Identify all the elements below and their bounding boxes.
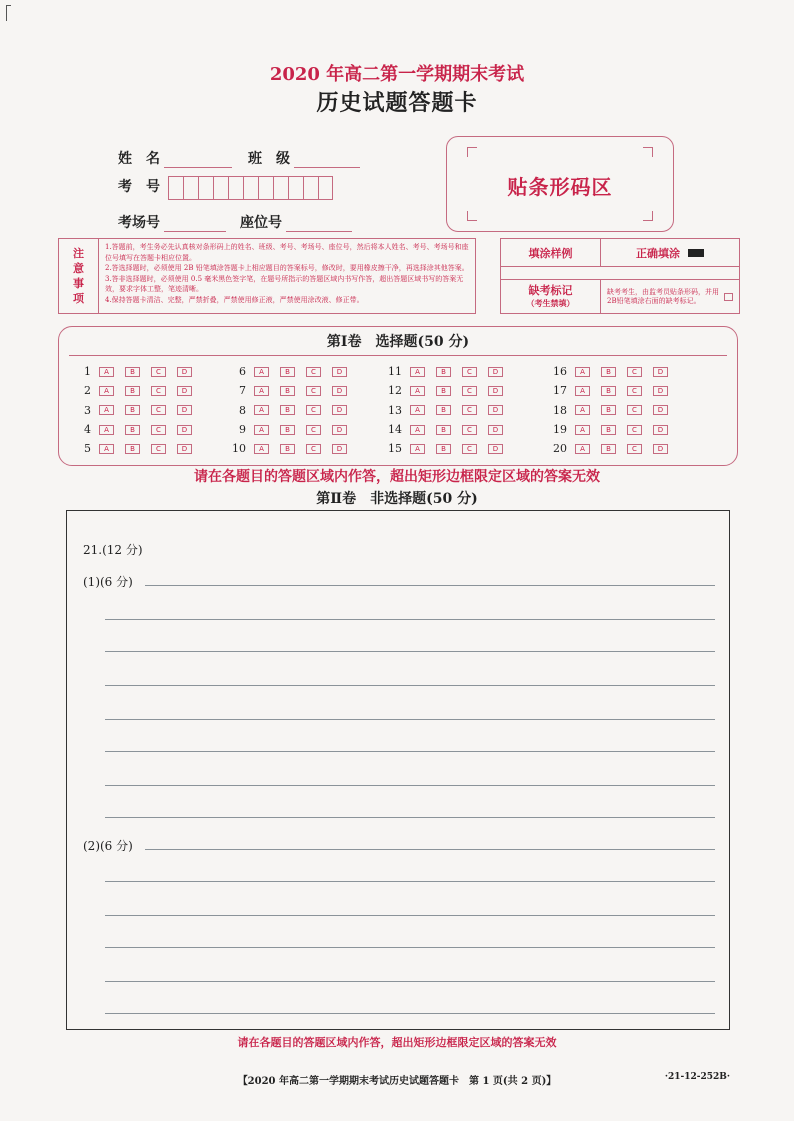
option-bubble-a[interactable]: A bbox=[99, 386, 114, 396]
option-bubble-a[interactable]: A bbox=[99, 367, 114, 377]
option-bubble-c[interactable]: C bbox=[151, 367, 166, 377]
question-number: 16 bbox=[553, 365, 567, 379]
question-number: 10 bbox=[232, 442, 246, 456]
option-bubble-b[interactable]: B bbox=[436, 367, 451, 377]
filled-mark-icon bbox=[688, 249, 704, 257]
answer-line bbox=[105, 719, 715, 720]
page-footer: 【2020 年高二第一学期期末考试历史试题答题卡 第 1 页(共 2 页)】 bbox=[237, 1076, 557, 1087]
question-row bbox=[380, 401, 514, 420]
question-row bbox=[224, 381, 358, 400]
name-row bbox=[118, 148, 360, 168]
section2-title: 第Ⅱ卷 非选择题(50 分) bbox=[316, 491, 478, 507]
option-bubble-b[interactable]: B bbox=[125, 367, 140, 377]
option-bubble-c[interactable]: C bbox=[462, 405, 477, 415]
exam-title: 2020 年高二第一学期期末考试 bbox=[269, 64, 525, 85]
exam-no-box[interactable] bbox=[213, 176, 228, 200]
answer-line bbox=[105, 915, 715, 916]
answer-box[interactable] bbox=[66, 510, 730, 1030]
option-bubble-b[interactable]: B bbox=[436, 425, 451, 435]
option-bubble-d[interactable]: D bbox=[177, 386, 192, 396]
question-number: 2 bbox=[84, 384, 91, 398]
fill-sample-table bbox=[500, 238, 740, 314]
question-row bbox=[224, 439, 358, 458]
option-bubble-d[interactable]: D bbox=[332, 425, 347, 435]
question-number: 8 bbox=[239, 403, 246, 417]
question-number: 20 bbox=[553, 442, 567, 456]
option-bubble-c[interactable]: C bbox=[306, 367, 321, 377]
question-row bbox=[545, 362, 679, 381]
option-bubble-a[interactable]: A bbox=[99, 444, 114, 454]
option-bubble-c[interactable]: C bbox=[151, 386, 166, 396]
option-bubble-d[interactable]: D bbox=[488, 367, 503, 377]
answer-line bbox=[105, 981, 715, 982]
option-bubble-c[interactable]: C bbox=[462, 425, 477, 435]
notes-heading-char: 事 bbox=[73, 277, 84, 290]
option-bubble-a[interactable]: A bbox=[254, 367, 269, 377]
question-column bbox=[545, 362, 679, 458]
option-bubble-c[interactable]: C bbox=[306, 405, 321, 415]
question-column bbox=[224, 362, 358, 458]
option-bubble-b[interactable]: B bbox=[280, 405, 295, 415]
seat-label: 座位号 bbox=[240, 215, 282, 231]
option-bubble-b[interactable]: B bbox=[601, 444, 616, 454]
question-number: 17 bbox=[553, 384, 567, 398]
notes-heading-char: 意 bbox=[73, 262, 84, 275]
exam-no-box[interactable] bbox=[258, 176, 273, 200]
option-bubble-a[interactable]: A bbox=[575, 367, 590, 377]
notes-item: 3.答非选择题时，必须使用 0.5 毫米黑色签字笔，在题号所指示的答题区域内书写作答，超出答题区域书写的答案无效，要求字体工整，笔迹清晰。 bbox=[105, 274, 464, 293]
exam-no-box[interactable] bbox=[288, 176, 303, 200]
exam-no-box[interactable] bbox=[318, 176, 333, 200]
class-label: 班 级 bbox=[248, 151, 290, 167]
option-bubble-d[interactable]: D bbox=[488, 386, 503, 396]
option-bubble-b[interactable]: B bbox=[125, 386, 140, 396]
option-bubble-a[interactable]: A bbox=[254, 386, 269, 396]
barcode-label: 贴条形码区 bbox=[507, 175, 613, 199]
question-row bbox=[224, 362, 358, 381]
barcode-area bbox=[446, 136, 674, 232]
option-bubble-d[interactable]: D bbox=[488, 444, 503, 454]
q21-sub2-label: (2)(6 分) bbox=[83, 839, 133, 853]
answer-line bbox=[105, 651, 715, 652]
option-bubble-a[interactable]: A bbox=[410, 386, 425, 396]
option-bubble-b[interactable]: B bbox=[436, 405, 451, 415]
exam-no-boxes[interactable] bbox=[168, 176, 333, 200]
question-number: 19 bbox=[553, 423, 567, 437]
question-number: 13 bbox=[388, 403, 402, 417]
exam-no-box[interactable] bbox=[303, 176, 318, 200]
option-bubble-a[interactable]: A bbox=[410, 425, 425, 435]
option-bubble-a[interactable]: A bbox=[410, 444, 425, 454]
notes-heading bbox=[59, 239, 99, 313]
option-bubble-a[interactable]: A bbox=[99, 405, 114, 415]
option-bubble-c[interactable]: C bbox=[151, 405, 166, 415]
room-label: 考场号 bbox=[118, 215, 160, 231]
q21-label: 21.(12 分) bbox=[83, 543, 143, 557]
question-number: 6 bbox=[239, 365, 246, 379]
answer-line bbox=[145, 585, 715, 586]
option-bubble-d[interactable]: D bbox=[332, 405, 347, 415]
answer-line bbox=[105, 685, 715, 686]
scan-corner-mark bbox=[6, 5, 11, 21]
question-row bbox=[380, 362, 514, 381]
answer-line bbox=[105, 1013, 715, 1014]
option-bubble-c[interactable]: C bbox=[627, 405, 642, 415]
question-number: 11 bbox=[388, 365, 402, 379]
class-field[interactable] bbox=[294, 152, 360, 168]
option-bubble-c[interactable]: C bbox=[627, 425, 642, 435]
answer-line bbox=[105, 881, 715, 882]
option-bubble-d[interactable]: D bbox=[488, 405, 503, 415]
correct-fill bbox=[601, 239, 739, 266]
answer-line bbox=[105, 619, 715, 620]
option-bubble-d[interactable]: D bbox=[653, 405, 668, 415]
sheet-code: ·21-12-252B· bbox=[664, 1072, 730, 1082]
option-bubble-d[interactable]: D bbox=[332, 386, 347, 396]
option-bubble-a[interactable]: A bbox=[410, 367, 425, 377]
question-number: 15 bbox=[388, 442, 402, 456]
exam-no-box[interactable] bbox=[183, 176, 198, 200]
exam-no-box[interactable] bbox=[243, 176, 258, 200]
room-field[interactable] bbox=[164, 216, 226, 232]
question-row bbox=[545, 420, 679, 439]
correct-fill-label: 正确填涂 bbox=[636, 246, 680, 260]
exam-no-label: 考 号 bbox=[118, 179, 160, 195]
question-row bbox=[69, 420, 203, 439]
option-bubble-d[interactable]: D bbox=[653, 386, 668, 396]
exam-no-row bbox=[118, 176, 333, 200]
notes-heading-char: 注 bbox=[73, 247, 84, 260]
choice-grid bbox=[69, 355, 727, 459]
option-bubble-a[interactable]: A bbox=[254, 405, 269, 415]
exam-no-box[interactable] bbox=[168, 176, 183, 200]
question-number: 7 bbox=[239, 384, 246, 398]
absent-note-text: 缺考考生，由监考员贴条形码，并用2B铅笔填涂右面的缺考标记。 bbox=[607, 287, 719, 305]
question-row bbox=[380, 381, 514, 400]
warning-bottom: 请在各题目的答题区域内作答，超出矩形边框限定区域的答案无效 bbox=[237, 1036, 557, 1049]
question-row bbox=[224, 401, 358, 420]
option-bubble-b[interactable]: B bbox=[280, 386, 295, 396]
option-bubble-d[interactable]: D bbox=[332, 444, 347, 454]
answer-line bbox=[105, 947, 715, 948]
name-field[interactable] bbox=[164, 152, 232, 168]
option-bubble-a[interactable]: A bbox=[99, 425, 114, 435]
option-bubble-c[interactable]: C bbox=[151, 444, 166, 454]
question-row bbox=[545, 381, 679, 400]
option-bubble-c[interactable]: C bbox=[306, 444, 321, 454]
question-number: 5 bbox=[84, 442, 91, 456]
option-bubble-d[interactable]: D bbox=[177, 425, 192, 435]
option-bubble-c[interactable]: C bbox=[627, 367, 642, 377]
exam-no-box[interactable] bbox=[228, 176, 243, 200]
room-row bbox=[118, 212, 352, 232]
name-label: 姓 名 bbox=[118, 151, 160, 167]
option-bubble-d[interactable]: D bbox=[177, 444, 192, 454]
option-bubble-b[interactable]: B bbox=[280, 444, 295, 454]
option-bubble-d[interactable]: D bbox=[332, 367, 347, 377]
absent-mark-box[interactable] bbox=[724, 293, 733, 301]
option-bubble-d[interactable]: D bbox=[653, 367, 668, 377]
answer-line bbox=[145, 849, 715, 850]
question-row bbox=[380, 439, 514, 458]
notes-heading-char: 项 bbox=[73, 292, 84, 305]
option-bubble-c[interactable]: C bbox=[306, 386, 321, 396]
option-bubble-b[interactable]: B bbox=[436, 386, 451, 396]
option-bubble-a[interactable]: A bbox=[254, 425, 269, 435]
option-bubble-c[interactable]: C bbox=[306, 425, 321, 435]
section1-box bbox=[58, 326, 738, 466]
option-bubble-d[interactable]: D bbox=[488, 425, 503, 435]
question-number: 18 bbox=[553, 403, 567, 417]
option-bubble-b[interactable]: B bbox=[280, 367, 295, 377]
answer-line bbox=[105, 817, 715, 818]
sheet-title: 历史试题答题卡 bbox=[316, 90, 478, 116]
question-number: 9 bbox=[239, 423, 246, 437]
option-bubble-c[interactable]: C bbox=[462, 386, 477, 396]
option-bubble-c[interactable]: C bbox=[627, 444, 642, 454]
option-bubble-b[interactable]: B bbox=[125, 425, 140, 435]
notes-box bbox=[58, 238, 476, 314]
option-bubble-a[interactable]: A bbox=[575, 386, 590, 396]
option-bubble-a[interactable]: A bbox=[575, 444, 590, 454]
question-column bbox=[380, 362, 514, 458]
question-number: 3 bbox=[84, 403, 91, 417]
exam-no-box[interactable] bbox=[273, 176, 288, 200]
exam-no-box[interactable] bbox=[198, 176, 213, 200]
answer-line bbox=[105, 751, 715, 752]
seat-field[interactable] bbox=[286, 216, 352, 232]
q21-sub1-label: (1)(6 分) bbox=[83, 575, 133, 589]
option-bubble-b[interactable]: B bbox=[601, 405, 616, 415]
option-bubble-d[interactable]: D bbox=[653, 425, 668, 435]
question-row bbox=[69, 381, 203, 400]
option-bubble-d[interactable]: D bbox=[653, 444, 668, 454]
notes-item: 1.答题前，考生务必先认真核对条形码上的姓名、班级、考号、考场号、座位号，然后将本人姓名、考号、考场号和座位号填写在答题卡相应位置。 bbox=[105, 243, 469, 262]
question-number: 4 bbox=[84, 423, 91, 437]
absent-note bbox=[601, 280, 739, 313]
question-row bbox=[224, 420, 358, 439]
question-number: 12 bbox=[388, 384, 402, 398]
option-bubble-b[interactable]: B bbox=[601, 367, 616, 377]
option-bubble-c[interactable]: C bbox=[462, 367, 477, 377]
option-bubble-b[interactable]: B bbox=[125, 444, 140, 454]
notes-item: 4.保持答题卡清洁、完整，严禁折叠，严禁使用修正液，严禁使用涂改液、修正带。 bbox=[105, 295, 364, 304]
answer-line bbox=[105, 785, 715, 786]
warning-top: 请在各题目的答题区域内作答，超出矩形边框限定区域的答案无效 bbox=[194, 469, 600, 485]
option-bubble-c[interactable]: C bbox=[462, 444, 477, 454]
option-bubble-d[interactable]: D bbox=[177, 367, 192, 377]
option-bubble-b[interactable]: B bbox=[601, 425, 616, 435]
option-bubble-c[interactable]: C bbox=[151, 425, 166, 435]
question-row bbox=[380, 420, 514, 439]
question-row bbox=[69, 362, 203, 381]
absent-label: 缺考标记 bbox=[528, 283, 573, 297]
question-column bbox=[69, 362, 203, 458]
option-bubble-a[interactable]: A bbox=[254, 444, 269, 454]
notes-item: 2.答选择题时，必须使用 2B 铅笔填涂答题卡上相应题目的答案标号，修改时，要用橡皮擦干净，再选择涂其他答案。 bbox=[105, 264, 469, 272]
question-row bbox=[69, 401, 203, 420]
absent-cell bbox=[501, 280, 601, 313]
absent-sub-label: （考生禁填） bbox=[526, 297, 575, 308]
option-bubble-c[interactable]: C bbox=[627, 386, 642, 396]
question-number: 14 bbox=[388, 423, 402, 437]
option-bubble-a[interactable]: A bbox=[575, 405, 590, 415]
question-row bbox=[69, 439, 203, 458]
option-bubble-b[interactable]: B bbox=[436, 444, 451, 454]
question-row bbox=[545, 439, 679, 458]
question-row bbox=[545, 401, 679, 420]
question-number: 1 bbox=[84, 365, 91, 379]
option-bubble-b[interactable]: B bbox=[125, 405, 140, 415]
notes-body bbox=[99, 239, 475, 313]
option-bubble-a[interactable]: A bbox=[410, 405, 425, 415]
option-bubble-a[interactable]: A bbox=[575, 425, 590, 435]
option-bubble-d[interactable]: D bbox=[177, 405, 192, 415]
section1-title: 第Ⅰ卷 选择题(50 分) bbox=[326, 334, 470, 350]
sample-label: 填涂样例 bbox=[501, 239, 601, 266]
option-bubble-b[interactable]: B bbox=[601, 386, 616, 396]
option-bubble-b[interactable]: B bbox=[280, 425, 295, 435]
